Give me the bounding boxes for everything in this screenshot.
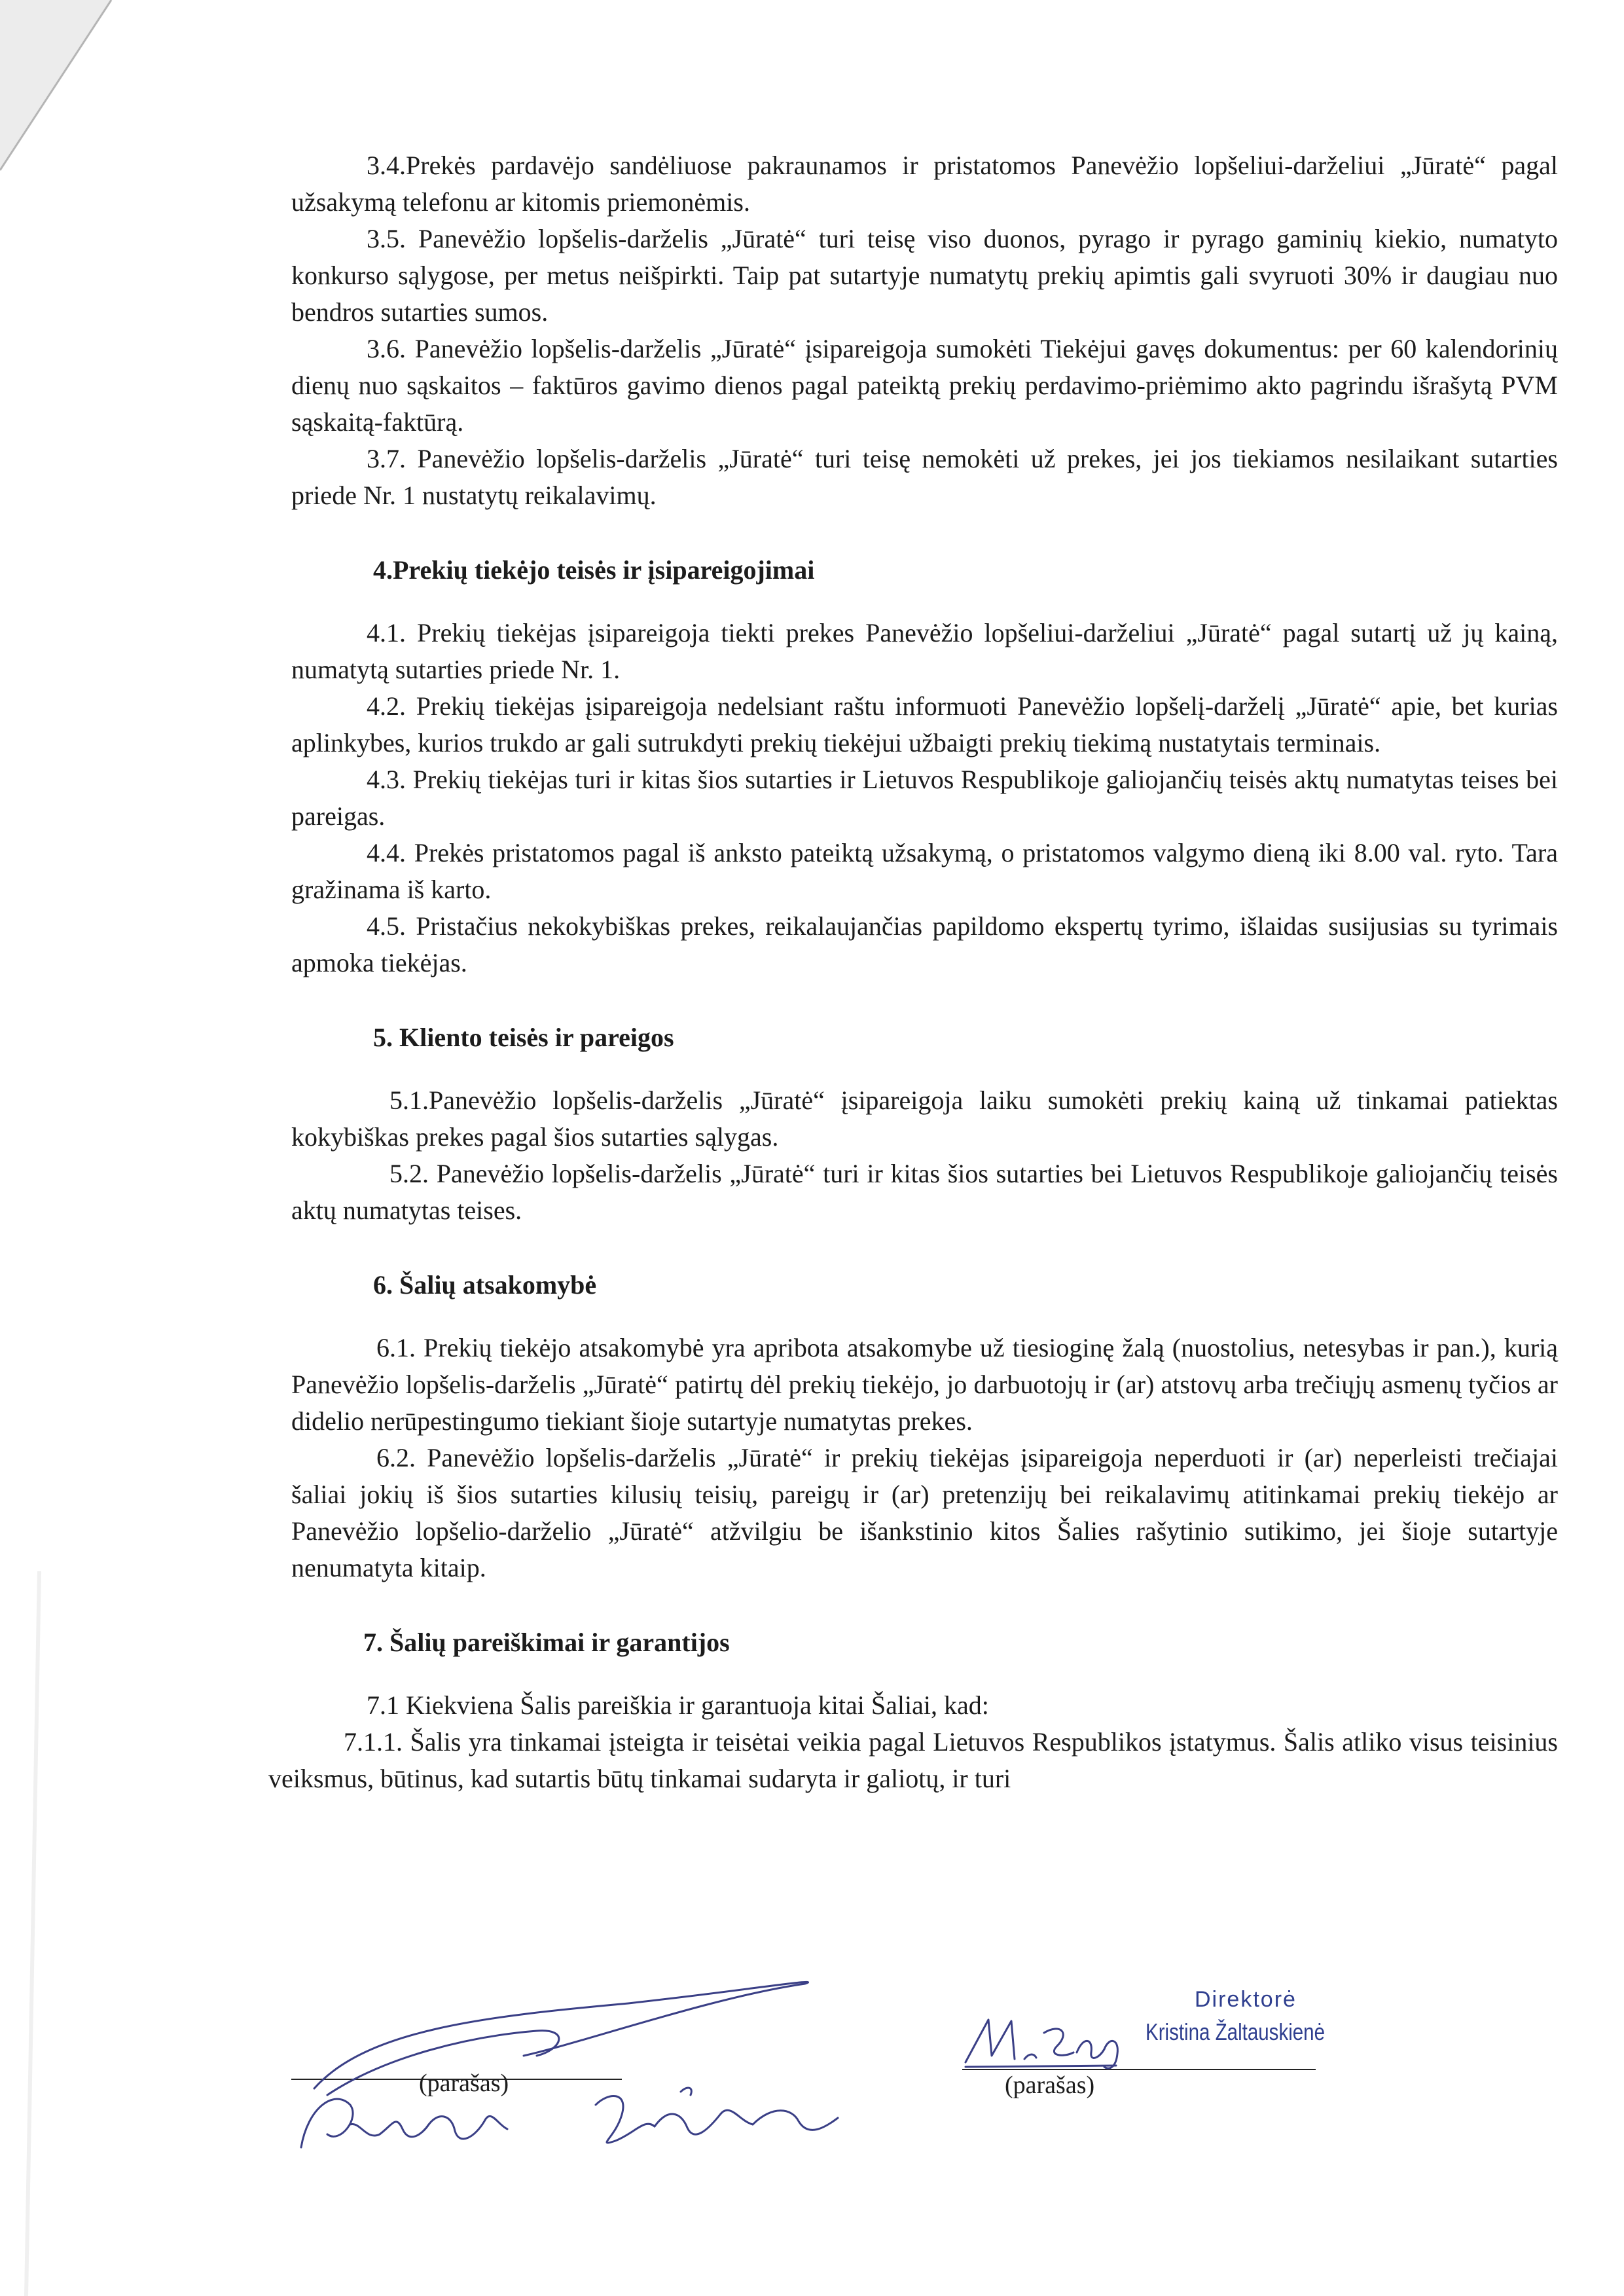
clause-3-5: 3.5. Panevėžio lopšelis-darželis „Jūratė“ turi teisę viso duonos, pyrago ir pyrago gaminių kiekio, numatyto konkurso sąlygose, per metus neišpirkti. Taip pat sutartyje numatytų prekių apimtis gali svyruoti 30% ir daugiau nuo bendros sutarties sumos. [291, 224, 1558, 327]
clause-7-1: 7.1 Kiekviena Šalis pareiškia ir garantuoja kitai Šaliai, kad: [367, 1690, 989, 1720]
stamp-name: Kristina Žaltauskienė [1146, 2018, 1326, 2045]
clause-4-5: 4.5. Pristačius nekokybiškas prekes, reikalaujančias papildomo ekspertų tyrimo, išlaidas susijusias su tyrimais apmoka tiekėjas. [291, 911, 1558, 977]
clause-7-1-1: 7.1.1. Šalis yra tinkamai įsteigta ir teisėtai veikia pagal Lietuvos Respublikos įstatymus. Šalis atliko visus teisinius veiksmus, būtinus, kad sutartis būtų tinkamai sudaryta ir galiotų, ir turi [268, 1727, 1558, 1793]
clause-4-2: 4.2. Prekių tiekėjas įsipareigoja nedelsiant raštu informuoti Panevėžio lopšelį-darželį „Jūratė“ apie, bet kurias aplinkybes, kurios trukdo ar gali sutrukdyti prekių tiekėjui užbaigti prekių tiekimą nustatytais terminais. [291, 691, 1558, 757]
left-signature-label: (parašas) [419, 2069, 509, 2097]
clause-3-6: 3.6. Panevėžio lopšelis-darželis „Jūratė“ įsipareigoja sumokėti Tiekėjui gavęs dokumentus: per 60 kalendorinių dienų nuo sąskaitos – faktūros gavimo dienos pagal pateiktą prekių perdavimo-priėmimo akto pagrindu išrašytą PVM sąskaitą-faktūrą. [291, 334, 1558, 437]
clause-4-3: 4.3. Prekių tiekėjas turi ir kitas šios sutarties ir Lietuvos Respublikoje galiojančių teisės aktų numatytas teises bei pareigas. [291, 765, 1558, 831]
clause-4-4: 4.4. Prekės pristatomos pagal iš anksto pateiktą užsakymą, o pristatomos valgymo dieną iki 8.00 val. ryto. Tara gražinama iš karto. [291, 838, 1558, 904]
left-signature-scribble [288, 1958, 929, 2154]
right-signature-label: (parašas) [1005, 2071, 1095, 2099]
section-5-heading: 5. Kliento teisės ir pareigos [373, 1023, 674, 1052]
clause-3-7: 3.7. Panevėžio lopšelis-darželis „Jūratė“ turi teisę nemokėti už prekes, jei jos tiekiamos nesilaikant sutarties priede Nr. 1 nustatytų reikalavimų. [291, 444, 1558, 510]
scan-edge-shadow [0, 0, 196, 2296]
section-6-heading: 6. Šalių atsakomybė [373, 1270, 597, 1300]
stamp-title: Direktorė [1195, 1987, 1297, 2012]
section-7-heading: 7. Šalių pareiškimai ir garantijos [363, 1628, 730, 1657]
clause-4-1: 4.1. Prekių tiekėjas įsipareigoja tiekti prekes Panevėžio lopšeliui-darželiui „Jūratė“ pagal sutartį už jų kainą, numatytą sutarties priede Nr. 1. [291, 618, 1558, 684]
right-signature-scribble [952, 2007, 1149, 2072]
document-body [268, 147, 1558, 1797]
clause-5-1: 5.1.Panevėžio lopšelis-darželis „Jūratė“ įsipareigoja laiku sumokėti prekių kainą už tinkamai patiektas kokybiškas prekes pagal šios sutarties sąlygas. [291, 1085, 1558, 1152]
clause-5-2: 5.2. Panevėžio lopšelis-darželis „Jūratė“ turi ir kitas šios sutarties bei Lietuvos Respublikoje galiojančių teisės aktų numatytas teises. [291, 1159, 1558, 1225]
section-4-heading: 4.Prekių tiekėjo teisės ir įsipareigojimai [373, 555, 815, 585]
clause-6-2: 6.2. Panevėžio lopšelis-darželis „Jūratė“ ir prekių tiekėjas įsipareigoja neperduoti ir (ar) neperleisti trečiajai šaliai jokių iš šios sutarties kilusių teisių, pareigų ir (ar) pretenzijų bei reikalavimų atitinkamai prekių tiekėjo ar Panevėžio lopšelio-darželio „Jūratė“ atžvilgiu be išankstinio kitos Šalies rašytinio sutikimo, jei šioje sutartyje nenumatyta kitaip. [291, 1443, 1558, 1582]
clause-6-1: 6.1. Prekių tiekėjo atsakomybė yra apribota atsakomybe už tiesioginę žalą (nuostolius, netesybas ir pan.), kurią Panevėžio lopšelis-darželis „Jūratė“ patirtų dėl prekių tiekėjo, jo darbuotojų ir (ar) atstovų arba trečiųjų asmenų tyčios ar didelio nerūpestingumo tiekiant šioje sutartyje numatytas prekes. [291, 1333, 1558, 1436]
clause-3-4: 3.4.Prekės pardavėjo sandėliuose pakraunamos ir pristatomos Panevėžio lopšeliui-darželiui „Jūratė“ pagal užsakymą telefonu ar kitomis priemonėmis. [291, 151, 1558, 217]
